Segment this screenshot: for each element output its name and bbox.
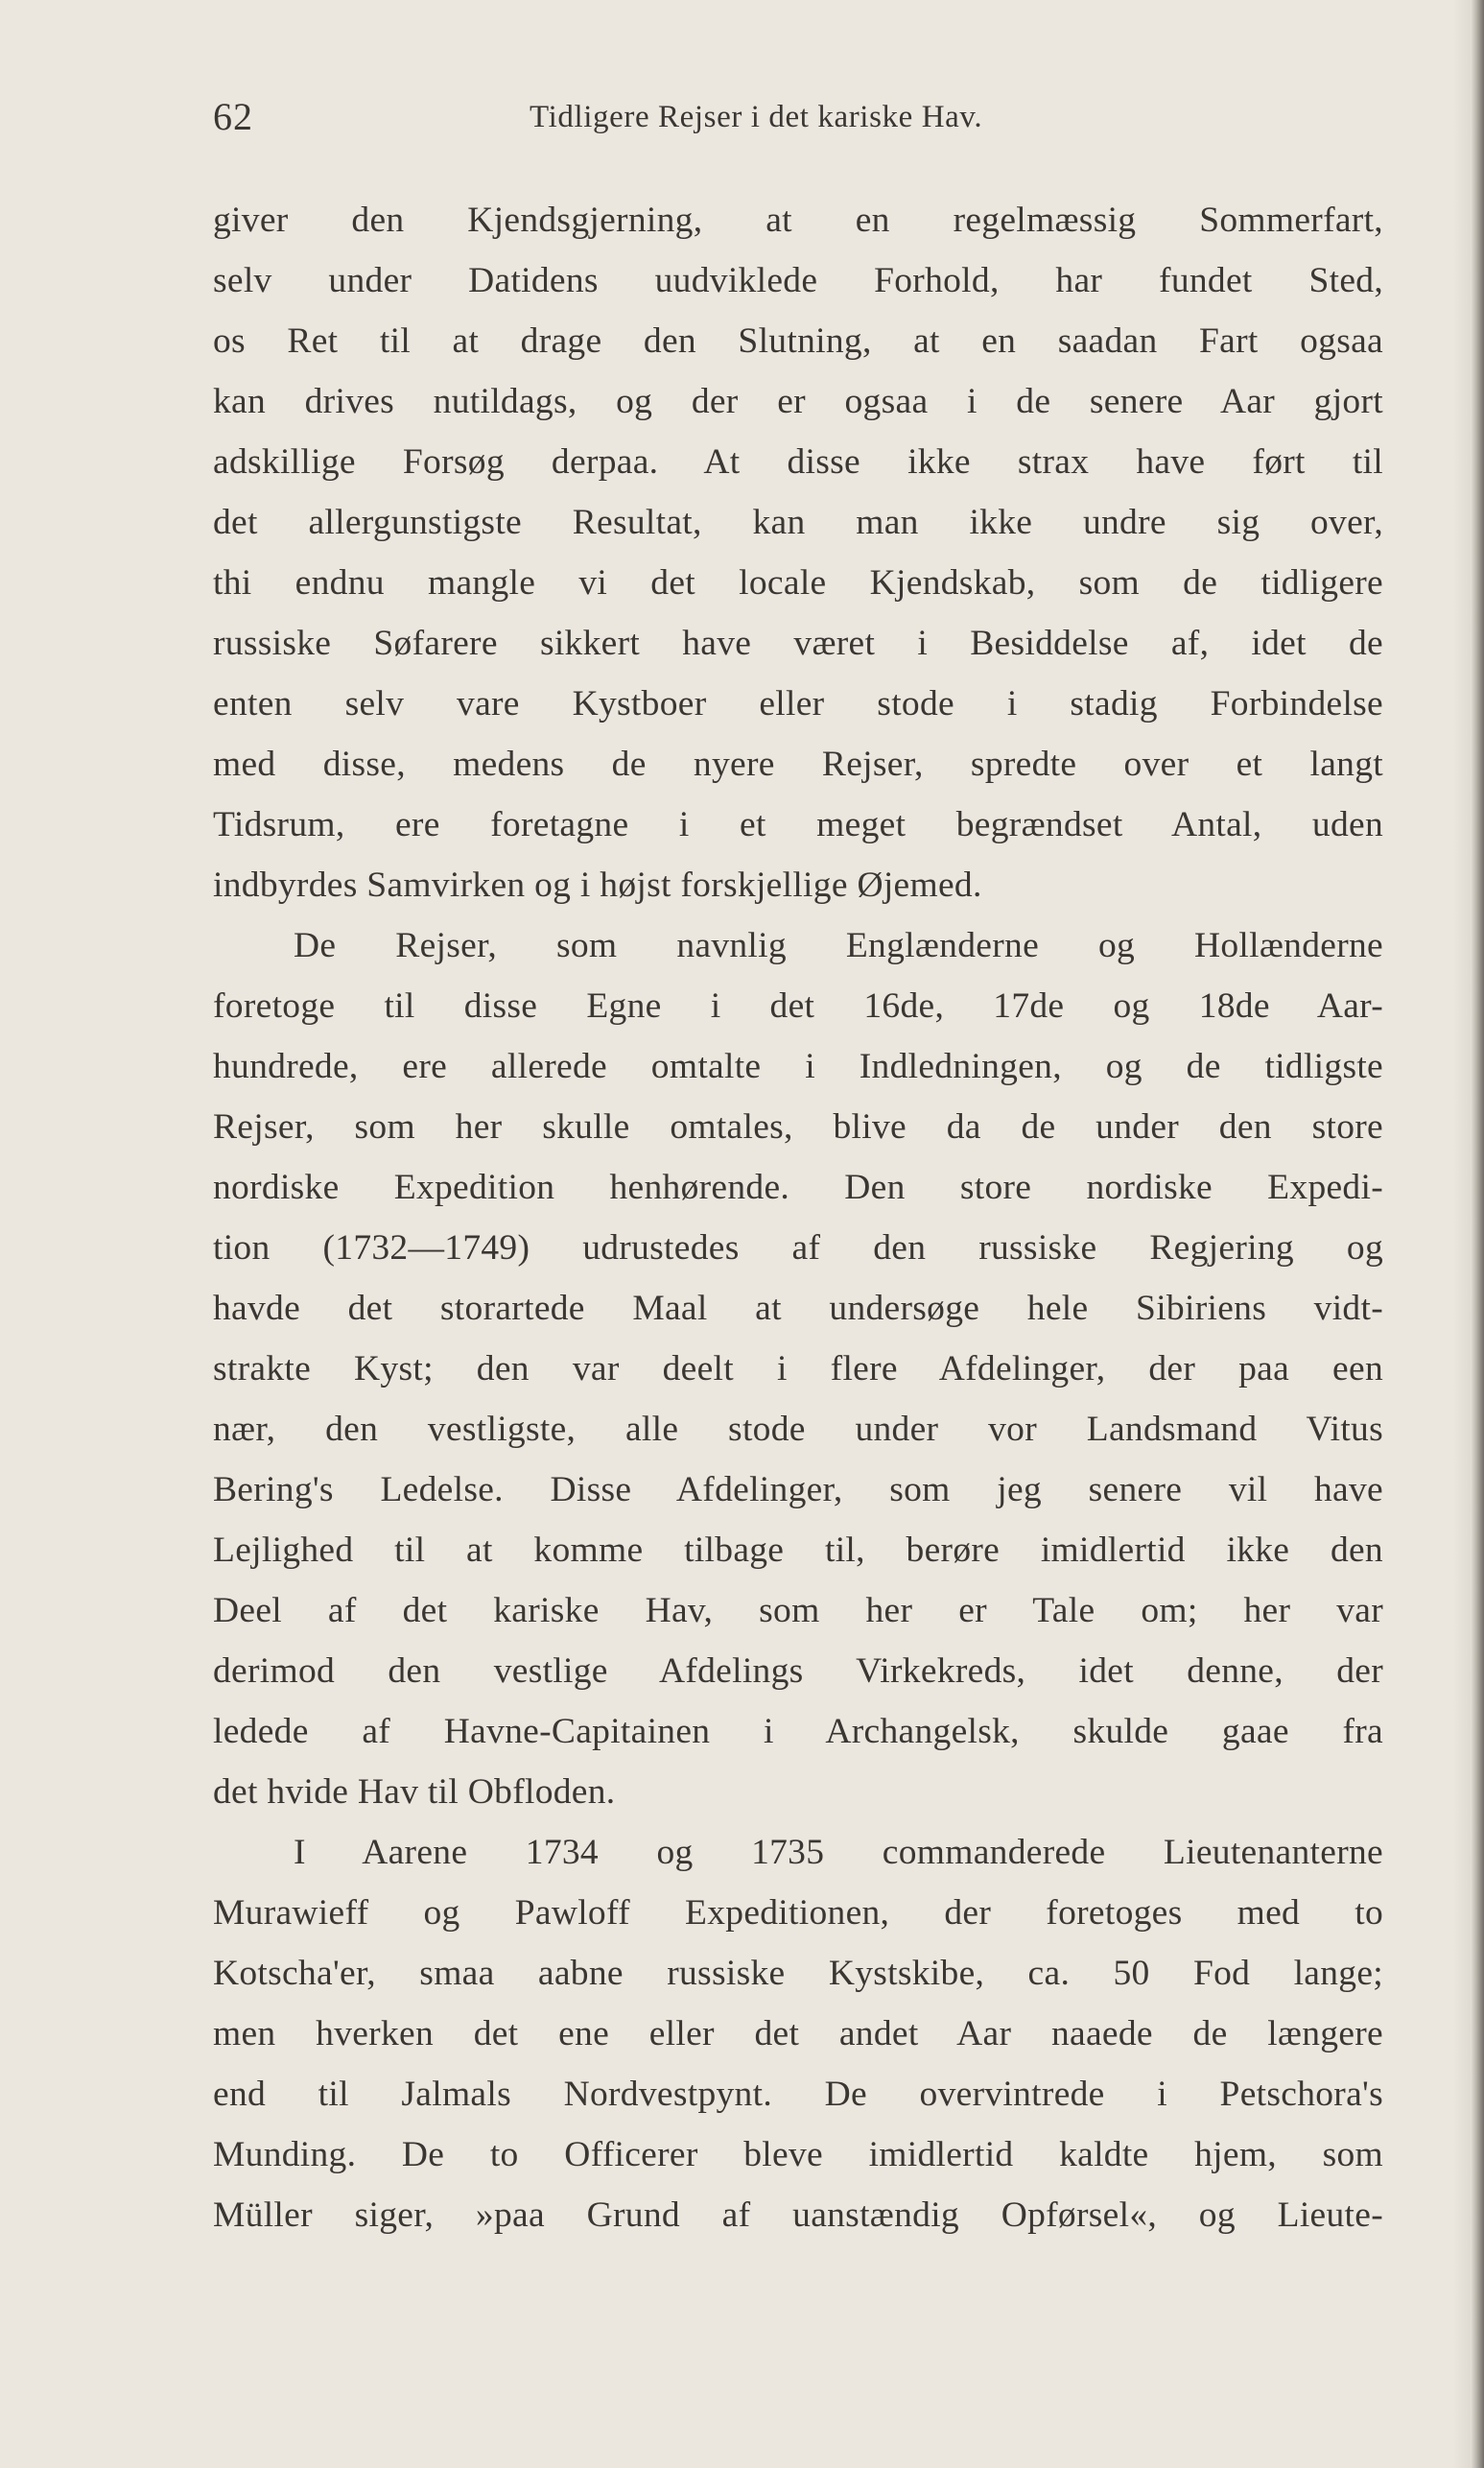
text-line: med disse, medens de nyere Rejser, spredte over et langt bbox=[213, 745, 1383, 784]
text-line: Tidsrum, ere foretagne i et meget begrændset Antal, uden bbox=[213, 805, 1383, 844]
text-line: Bering's Ledelse. Disse Afdelinger, som jeg senere vil have bbox=[213, 1470, 1383, 1509]
text-line: Deel af det kariske Hav, som her er Tale om; her var bbox=[213, 1591, 1383, 1630]
text-line: hundrede, ere allerede omtalte i Indledningen, og de tidligste bbox=[213, 1047, 1383, 1086]
text-line: men hverken det ene eller det andet Aar naaede de længere bbox=[213, 2014, 1383, 2053]
book-spine-edge bbox=[1471, 0, 1484, 2468]
page-shadow bbox=[1453, 0, 1471, 2468]
text-line: det allergunstigste Resultat, kan man ikke undre sig over, bbox=[213, 503, 1383, 542]
paragraph-start-line: I Aarene 1734 og 1735 commanderede Lieutenanterne bbox=[294, 1833, 1383, 1872]
text-line: foretoge til disse Egne i det 16de, 17de og 18de Aar- bbox=[213, 986, 1383, 1026]
page-number: 62 bbox=[213, 95, 253, 138]
text-line: nær, den vestligste, alle stode under vor Landsmand Vitus bbox=[213, 1410, 1383, 1449]
text-line: os Ret til at drage den Slutning, at en saadan Fart ogsaa bbox=[213, 321, 1383, 361]
text-line: Rejser, som her skulle omtales, blive da de under den store bbox=[213, 1107, 1383, 1147]
text-line: Lejlighed til at komme tilbage til, berøre imidlertid ikke den bbox=[213, 1531, 1383, 1570]
paragraph-end-line: indbyrdes Samvirken og i højst forskjellige Øjemed. bbox=[213, 866, 982, 905]
text-line: Murawieff og Pawloff Expeditionen, der foretoges med to bbox=[213, 1893, 1383, 1933]
text-line: ledede af Havne-Capitainen i Archangelsk, skulde gaae fra bbox=[213, 1712, 1383, 1751]
text-line: giver den Kjendsgjerning, at en regelmæssig Sommerfart, bbox=[213, 201, 1383, 240]
text-line: enten selv vare Kystboer eller stode i stadig Forbindelse bbox=[213, 684, 1383, 724]
text-line: nordiske Expedition henhørende. Den store nordiske Expedi- bbox=[213, 1168, 1383, 1207]
text-line: selv under Datidens uudviklede Forhold, har fundet Sted, bbox=[213, 261, 1383, 300]
text-line: Kotscha'er, smaa aabne russiske Kystskibe, ca. 50 Fod lange; bbox=[213, 1954, 1383, 1993]
paragraph-start-line: De Rejser, som navnlig Englænderne og Hollænderne bbox=[294, 926, 1383, 965]
text-line: havde det storartede Maal at undersøge hele Sibiriens vidt- bbox=[213, 1289, 1383, 1328]
text-line: Munding. De to Officerer bleve imidlertid kaldte hjem, som bbox=[213, 2135, 1383, 2174]
text-line: derimod den vestlige Afdelings Virkekreds, idet denne, der bbox=[213, 1651, 1383, 1691]
running-title: Tidligere Rejser i det kariske Hav. bbox=[530, 100, 983, 134]
text-line: strakte Kyst; den var deelt i flere Afdelinger, der paa een bbox=[213, 1349, 1383, 1388]
text-line: thi endnu mangle vi det locale Kjendskab, som de tidligere bbox=[213, 563, 1383, 603]
text-line: tion (1732—1749) udrustedes af den russiske Regjering og bbox=[213, 1228, 1383, 1268]
text-line: Müller siger, »paa Grund af uanstændig Opførsel«, og Lieute- bbox=[213, 2195, 1383, 2235]
text-line: kan drives nutildags, og der er ogsaa i de senere Aar gjort bbox=[213, 382, 1383, 421]
body-text bbox=[213, 190, 1383, 2245]
running-header bbox=[213, 94, 1385, 152]
text-line: end til Jalmals Nordvestpynt. De overvintrede i Petschora's bbox=[213, 2075, 1383, 2114]
text-line: russiske Søfarere sikkert have været i Besiddelse af, idet de bbox=[213, 624, 1383, 663]
text-line: adskillige Forsøg derpaa. At disse ikke strax have ført til bbox=[213, 442, 1383, 482]
paragraph-end-line: det hvide Hav til Obfloden. bbox=[213, 1772, 616, 1812]
